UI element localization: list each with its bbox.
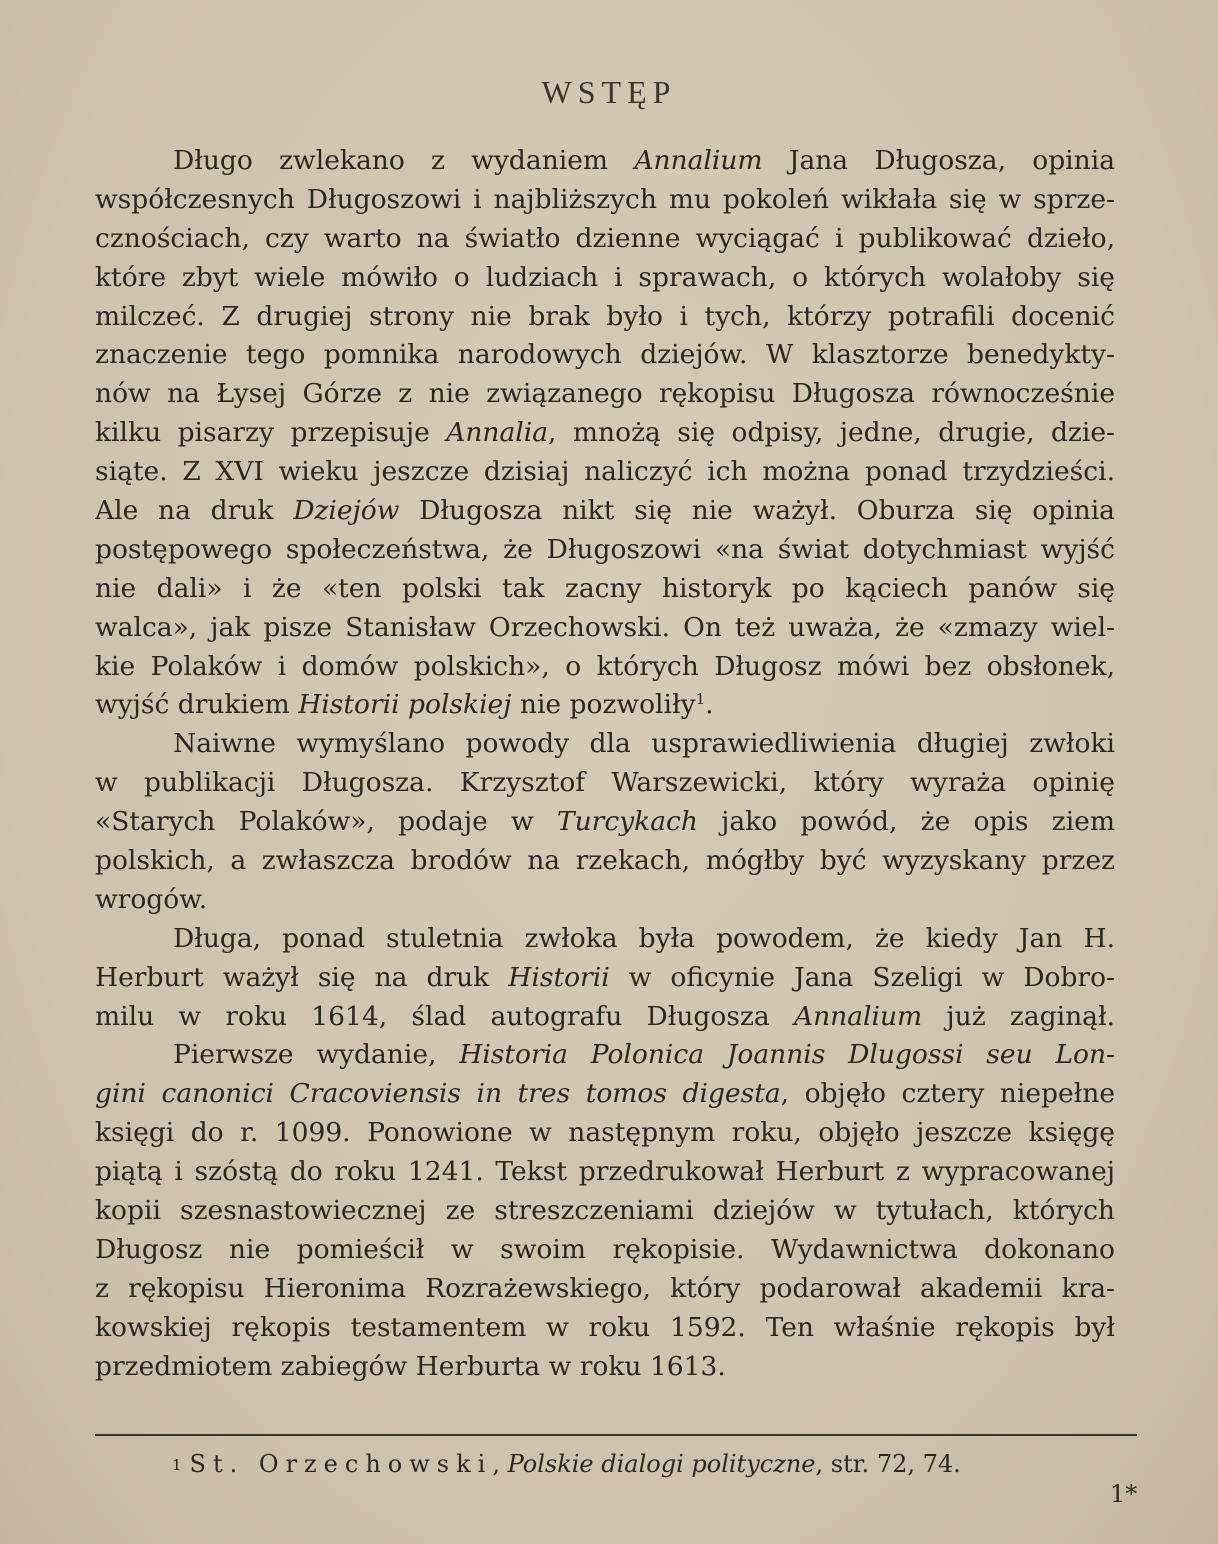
text-line <box>95 725 1115 764</box>
italic-title: Turcykach <box>556 806 698 838</box>
text-line <box>95 1348 1115 1387</box>
text-segment: księgi do r. 1099. Ponowione w następnym roku, objęło jeszcze księgę <box>95 1117 1115 1149</box>
footnote-reference: 1 <box>695 690 706 709</box>
text-segment: , objęło cztery niepełne <box>780 1078 1115 1110</box>
footnote-pages: , str. 72, 74. <box>815 1450 961 1478</box>
text-segment: kowskiej rękopis testamentem w roku 1592. Ten właśnie rękopis był <box>95 1311 1115 1343</box>
footnote-separator: , <box>492 1450 508 1478</box>
footnote-title: Polskie dialogi polityczne <box>507 1450 816 1478</box>
text-line <box>95 959 1115 998</box>
text-segment: wyjść drukiem <box>95 689 299 721</box>
text-line <box>95 764 1115 803</box>
text-segment: kilku pisarzy przepisuje <box>95 417 447 449</box>
text-line <box>95 298 1115 337</box>
footnote <box>172 1450 961 1478</box>
italic-title: Annalia <box>446 417 549 449</box>
text-segment: . <box>705 689 714 721</box>
text-segment: znaczenie tego pomnika narodowych dziejów. W klasztorze benedykty- <box>95 339 1115 371</box>
text-segment: nie dali» i że «ten polski tak zacny historyk po kąciech panów się <box>95 572 1115 604</box>
footnote-author: St. Orzechowski <box>189 1450 493 1478</box>
text-line <box>95 531 1115 570</box>
text-segment: milu w roku 1614, ślad autografu Długosza <box>95 1000 794 1032</box>
text-line <box>95 1153 1115 1192</box>
italic-title: Dziejów <box>293 495 400 527</box>
text-line <box>95 453 1115 492</box>
text-segment: już zaginął. <box>922 1000 1115 1032</box>
text-line <box>95 842 1115 881</box>
italic-title: Annalium <box>634 145 763 176</box>
text-segment: , mnożą się odpisy, jedne, drugie, dzie- <box>548 417 1115 449</box>
text-segment: Długosz nie pomieścił w swoim rękopisie. Wydawnictwa dokonano <box>95 1233 1115 1265</box>
text-segment: współczesnych Długoszowi i najbliższych mu pokoleń wikłała się w sprze- <box>95 183 1115 215</box>
text-segment: które zbyt wiele mówiło o ludziach i sprawach, o których wolałoby się <box>95 261 1115 293</box>
text-line <box>95 920 1115 959</box>
chapter-heading: WSTĘP <box>541 74 677 110</box>
text-line <box>95 1036 1115 1075</box>
text-line <box>95 336 1115 375</box>
text-line <box>95 492 1115 531</box>
text-segment: cznościach, czy warto na światło dzienne wyciągać i publikować dzieło, <box>95 222 1115 254</box>
text-segment: Długo zwlekano z wydaniem <box>173 145 635 176</box>
text-segment: Ale na druk <box>95 495 294 527</box>
text-line <box>95 881 1115 920</box>
text-segment: Długa, ponad stuletnia zwłoka była powodem, że kiedy Jan H. <box>173 922 1115 954</box>
text-segment: przedmiotem zabiegów Herburta w roku 1613. <box>95 1350 726 1382</box>
text-line <box>95 1114 1115 1153</box>
text-segment: piątą i szóstą do roku 1241. Tekst przedrukował Herburt z wypracowanej <box>95 1156 1115 1188</box>
text-line <box>95 375 1115 414</box>
text-segment: postępowego społeczeństwa, że Długoszowi «na świat dotychmiast wyjść <box>95 533 1115 565</box>
text-segment: Naiwne wymyślano powody dla usprawiedliwienia długiej zwłoki <box>173 728 1115 760</box>
text-segment: Jana Długosza, opinia <box>762 145 1115 176</box>
text-line <box>95 220 1115 259</box>
text-line <box>95 142 1115 181</box>
text-segment: z rękopisu Hieronima Rozrażewskiego, który podarował akademii kra- <box>95 1272 1115 1304</box>
footnote-rule <box>95 1434 1137 1436</box>
footnote-mark: 1 <box>172 1456 182 1474</box>
text-segment: milczeć. Z drugiej strony nie brak było i tych, którzy potrafili docenić <box>95 300 1115 332</box>
text-segment: kopii szesnastowiecznej ze streszczeniami dziejów w tytułach, których <box>95 1195 1115 1227</box>
text-segment: Długosza nikt się nie ważył. Oburza się opinia <box>399 495 1115 527</box>
text-line <box>95 609 1115 648</box>
text-line <box>95 1270 1115 1309</box>
text-segment: w oficynie Jana Szeligi w Dobro- <box>609 961 1115 993</box>
text-line <box>95 570 1115 609</box>
italic-title: gini canonici Cracoviensis in tres tomos digesta <box>95 1078 781 1110</box>
body-text <box>95 142 1115 1387</box>
text-line <box>95 998 1115 1037</box>
italic-title: Annalium <box>793 1000 923 1032</box>
text-line <box>95 181 1115 220</box>
text-segment: wrogów. <box>95 883 208 915</box>
text-segment: nie pozwoliły <box>511 689 696 721</box>
text-line <box>95 259 1115 298</box>
italic-title: Historia Polonica Joannis Dlugossi seu Lon- <box>459 1039 1115 1071</box>
text-line <box>95 1231 1115 1270</box>
text-line <box>95 1075 1115 1114</box>
text-segment: kie Polaków i domów polskich», o których Długosz mówi bez obsłonek, <box>95 650 1115 682</box>
text-segment: siąte. Z XVI wieku jeszcze dzisiaj naliczyć ich można ponad trzydzieści. <box>95 456 1115 488</box>
text-segment: Herburt ważył się na druk <box>95 961 509 993</box>
text-segment: polskich, a zwłaszcza brodów na rzekach, mógłby być wyzyskany przez <box>95 845 1115 877</box>
text-line <box>95 1192 1115 1231</box>
text-line <box>95 1309 1115 1348</box>
text-segment: «Starych Polaków», podaje w <box>95 806 557 838</box>
text-segment: nów na Łysej Górze z nie związanego rękopisu Długosza równocześnie <box>95 378 1115 410</box>
text-line <box>95 803 1115 842</box>
italic-title: Historii <box>508 961 610 993</box>
text-segment: walca», jak pisze Stanisław Orzechowski. On też uważa, że «zmazy wiel- <box>95 611 1115 643</box>
text-segment: w publikacji Długosza. Krzysztof Warszewicki, który wyraża opinię <box>95 767 1115 799</box>
italic-title: Historii polskiej <box>298 689 512 721</box>
text-line <box>95 648 1115 687</box>
text-segment: Pierwsze wydanie, <box>173 1039 460 1071</box>
page-number: 1* <box>1110 1480 1138 1508</box>
text-line <box>95 414 1115 453</box>
text-line <box>95 686 1115 725</box>
text-segment: jako powód, że opis ziem <box>697 806 1115 838</box>
